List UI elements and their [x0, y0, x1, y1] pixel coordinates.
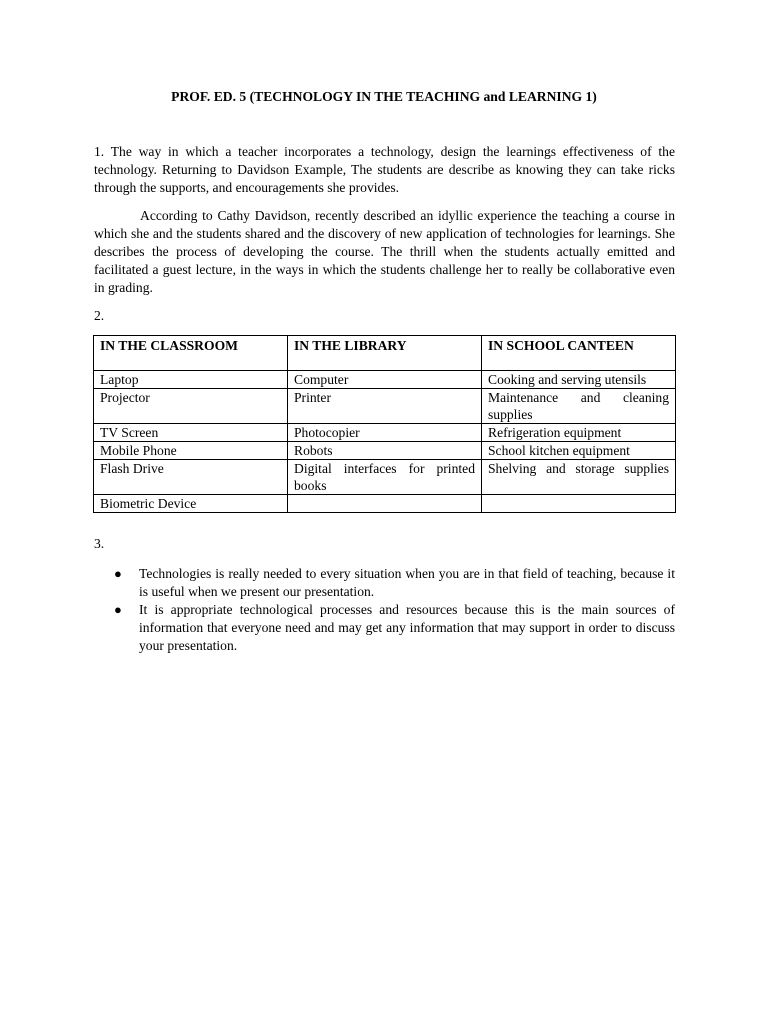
paragraph-2: According to Cathy Davidson, recently described an idyllic experience the teaching a course in which she and the students shared and the discovery of new application of technologies for learnings. She describes the process of developing the course. The thrill when the students actually emitted and facilitated a guest lecture, in the ways in which the students challenge her to really be collaborative even in grading. — [94, 208, 675, 295]
bullet-icon: ● — [114, 602, 122, 617]
table-cell: Mobile Phone — [94, 442, 288, 460]
header-canteen: IN SCHOOL CANTEEN — [482, 336, 676, 371]
table-cell — [482, 495, 676, 513]
document-title: PROF. ED. 5 (TECHNOLOGY IN THE TEACHING and LEARNING 1) — [171, 89, 597, 104]
table-cell: Flash Drive — [94, 460, 288, 495]
table-row — [94, 389, 676, 424]
table-row — [94, 460, 676, 495]
table-row — [94, 424, 676, 442]
header-classroom: IN THE CLASSROOM — [94, 336, 288, 371]
table-cell: School kitchen equipment — [482, 442, 676, 460]
bullet-list — [94, 565, 675, 655]
table-cell: Projector — [94, 389, 288, 424]
list-item — [94, 565, 675, 601]
table-cell: Photocopier — [288, 424, 482, 442]
table-row — [94, 495, 676, 513]
table-row — [94, 442, 676, 460]
list-item-text: It is appropriate technological processes and resources because this is the main sources of information that everyone need and may get any information that may support in order to discuss your presentation. — [139, 602, 675, 653]
table-cell — [288, 495, 482, 513]
table-cell: Refrigeration equipment — [482, 424, 676, 442]
section-3-number: 3. — [94, 536, 105, 551]
table-header-row — [94, 336, 676, 371]
list-item — [94, 601, 675, 655]
table-cell: Robots — [288, 442, 482, 460]
table-cell: Maintenance and cleaning supplies — [482, 389, 676, 424]
table-cell: TV Screen — [94, 424, 288, 442]
technology-table — [93, 335, 676, 513]
section-2-number: 2. — [94, 308, 105, 323]
table-row — [94, 371, 676, 389]
header-library: IN THE LIBRARY — [288, 336, 482, 371]
table-cell: Shelving and storage supplies — [482, 460, 676, 495]
table-cell: Printer — [288, 389, 482, 424]
table-cell: Biometric Device — [94, 495, 288, 513]
paragraph-1: 1. The way in which a teacher incorporates a technology, design the learnings effectiveness of the technology. Returning to Davidson Example, The students are describe as knowing they can take ricks through the supports, and encouragements she provides. — [94, 144, 675, 195]
bullet-icon: ● — [114, 566, 122, 581]
table-cell: Digital interfaces for printed books — [288, 460, 482, 495]
table-cell: Cooking and serving utensils — [482, 371, 676, 389]
table-cell: Computer — [288, 371, 482, 389]
list-item-text: Technologies is really needed to every situation when you are in that field of teaching, because it is useful when we present our presentation. — [139, 566, 675, 599]
table-cell: Laptop — [94, 371, 288, 389]
